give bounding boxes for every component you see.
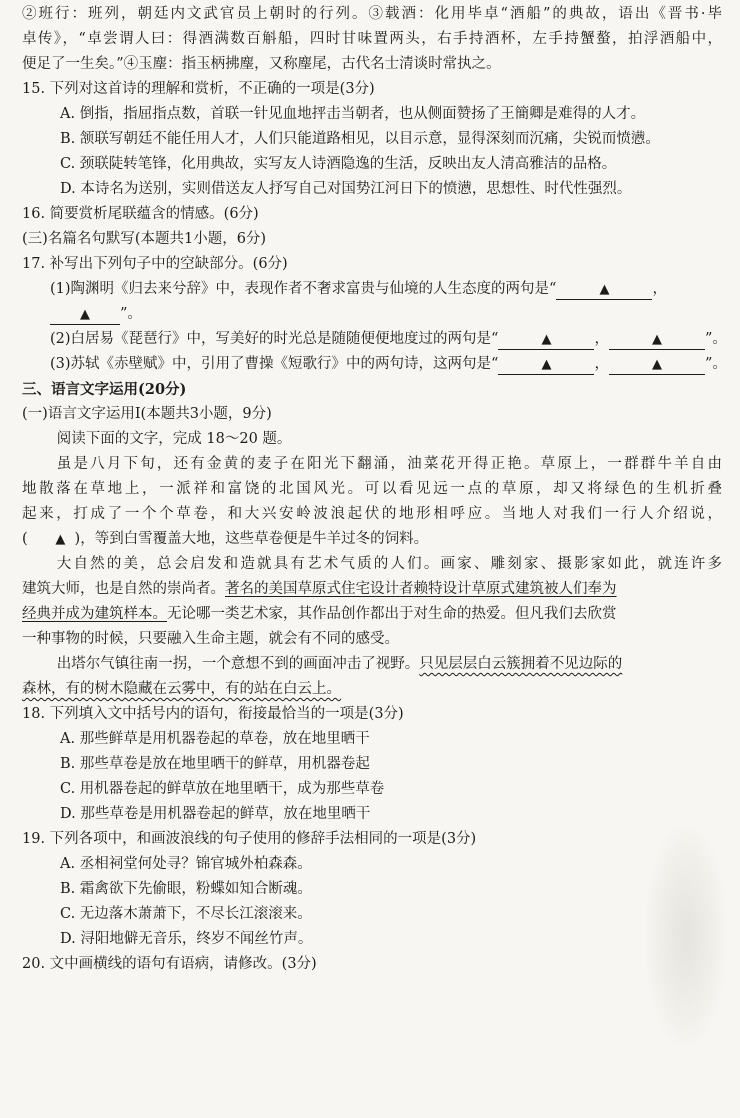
answer-blank[interactable] (498, 355, 594, 375)
q17-item1-text: (1)陶渊明《归去来兮辞》中，表现作者不奢求富贵与仙境的人生态度的两句是“ (50, 281, 557, 297)
p2-line3-plain: 无论哪一类艺术家，其作品创作都出于对生命的热爱。但凡我们去欣赏 (167, 606, 617, 622)
reading-instruction: 阅读下面的文字，完成 18～20 题。 (56, 431, 292, 447)
answer-blank[interactable] (609, 355, 705, 375)
closing-quote: ”。 (120, 306, 142, 322)
question-15-option-a: A. 倒指，指屈指点数，首联一针见血地抨击当朝者，也从侧面赞扬了王簡卿是难得的人才。 (60, 106, 646, 122)
passage-p2-line-3 (22, 602, 722, 627)
question-18-option-b: B. 那些草卷是放在地里晒干的鲜草，用机器卷起 (60, 756, 370, 772)
triangle-marker-icon: ▲ (651, 332, 662, 347)
wavy-underlined-sentence-cont: 森林，有的树木隐藏在云雾中，有的站在白云上。 (22, 681, 341, 697)
answer-blank[interactable] (498, 330, 594, 350)
question-18-option-a: A. 那些鲜草是用机器卷起的草卷，放在地里晒干 (60, 731, 370, 747)
question-19-option-a: A. 丞相祠堂何处寻？锦官城外柏森森。 (60, 856, 312, 872)
question-16: 16. 简要赏析尾联蕴含的情感。(6分) (22, 206, 259, 222)
triangle-marker-icon: ▲ (55, 532, 66, 547)
q17-item3-text: (3)苏轼《赤壁赋》中，引用了曹操《短歌行》中的两句诗，这两句是“ (50, 356, 499, 372)
triangle-marker-icon: ▲ (651, 357, 662, 372)
passage-p2-line-2 (22, 577, 722, 602)
passage-p2-line-1: 大自然的美，总会启发和造就具有艺术气质的人们。画家、雕刻家、摄影家如此，就连许多 (56, 556, 722, 572)
wavy-underlined-sentence: 只见层层白云簇拥着不见边际的 (419, 656, 623, 672)
comma: ， (594, 331, 609, 347)
underlined-sentence: 著名的美国草原式住宅设计者赖特设计草原式建筑被人们奉为 (225, 581, 617, 597)
passage-p1-line-4 (22, 527, 722, 552)
passage-p1-line-2: 地散落在草地上，一派祥和富饶的北国风光。可以看见远一点的草原，却又将绿色的生机折叠 (22, 481, 722, 497)
passage-p1-line-3: 起来，打成了一个个草卷，和大兴安岭波浪起伏的地形相呼应。当地人对我们一行人介绍说， (22, 506, 722, 522)
question-15-option-c: C. 颈联陡转笔锋，化用典故，实写友人诗酒隐逸的生活，反映出友人清高雅洁的品格。 (60, 156, 617, 172)
comma: ， (594, 356, 609, 372)
passage-p3-line-2 (22, 677, 722, 702)
question-15-option-b: B. 颔联写朝廷不能任用人才，人们只能道路相见，以目示意，显得深刻而沉痛，尖锐而愤懑。 (60, 131, 660, 147)
question-15-option-d: D. 本诗名为送别，实则借送友人抒写自己对国势江河日下的愤懑，思想性、时代性强烈。 (60, 181, 632, 197)
p3-line1-plain: 出塔尔气镇往南一拐，一个意想不到的画面冲击了视野。 (56, 656, 420, 672)
question-17-item-1-cont (22, 302, 722, 327)
passage-p2-line-4: 一种事物的时候，只要融入生命主题，就会有不同的感受。 (22, 631, 399, 647)
question-17-stem: 17. 补写出下列句子中的空缺部分。(6分) (22, 256, 288, 272)
question-20: 20. 文中画横线的语句有语病，请修改。(3分) (22, 956, 317, 972)
open-paren: ( (22, 531, 56, 547)
question-17-item-1 (22, 277, 722, 302)
note-line-3: 便足了一生矣。”④玉麈：指玉柄拂麈，又称麈尾，古代名士清谈时常执之。 (22, 56, 501, 72)
part-3-title: 三、语言文字运用(20分) (22, 381, 187, 398)
question-18-option-c: C. 用机器卷起的鲜草放在地里晒干，成为那些草卷 (60, 781, 385, 797)
p1-line4-text: )，等到白雪覆盖大地，这些草卷便是牛羊过冬的饲料。 (65, 531, 429, 547)
question-17-item-3 (22, 352, 727, 377)
answer-blank[interactable] (609, 330, 705, 350)
part-3-subtitle: (一)语言文字运用Ⅰ(本题共3小题，9分) (22, 406, 272, 422)
passage-p3-line-1 (22, 652, 722, 677)
question-18-option-d: D. 那些草卷是用机器卷起的鲜草，放在地里晒干 (60, 806, 371, 822)
closing-quote: ”。 (704, 331, 727, 347)
question-19-option-c: C. 无边落木萧萧下，不尽长江滚滚来。 (60, 906, 312, 922)
question-19-option-d: D. 浔阳地僻无音乐，终岁不闻丝竹声。 (60, 931, 313, 947)
answer-blank[interactable] (50, 305, 120, 325)
question-17-item-2 (22, 327, 727, 352)
question-19-stem: 19. 下列各项中，和画波浪线的句子使用的修辞手法相同的一项是(3分) (22, 831, 477, 847)
note-line-2: 卓传》，“卓尝谓人曰：得酒满数百斛船，四时甘味置两头，右手持酒杯，左手持蟹螯，拍浮酒船中， (22, 31, 722, 47)
triangle-marker-icon: ▲ (599, 282, 610, 297)
triangle-marker-icon: ▲ (80, 307, 90, 322)
answer-blank[interactable] (556, 280, 652, 300)
question-18-stem: 18. 下列填入文中括号内的语句，衔接最恰当的一项是(3分) (22, 706, 404, 722)
q17-item2-text: (2)白居易《琵琶行》中，写美好的时光总是随随便便地度过的两句是“ (50, 331, 499, 347)
closing-quote: ”。 (704, 356, 727, 372)
comma: ， (652, 281, 667, 297)
triangle-marker-icon: ▲ (541, 357, 552, 372)
note-line-1: ②班行：班列，朝廷内文武官员上朝时的行列。③载酒：化用毕卓“酒船”的典故，语出《晋书·毕 (22, 6, 722, 22)
section-subtitle-recitation: (三)名篇名句默写(本题共1小题，6分) (22, 231, 267, 247)
triangle-marker-icon: ▲ (541, 332, 552, 347)
question-15-stem: 15. 下列对这首诗的理解和赏析，不正确的一项是(3分) (22, 81, 375, 97)
p2-line2-plain: 建筑大师，也是自然的崇尚者。 (22, 581, 225, 597)
question-19-option-b: B. 霜禽欲下先偷眼，粉蝶如知合断魂。 (60, 881, 312, 897)
underlined-sentence-cont: 经典并成为建筑样本。 (22, 606, 167, 622)
passage-p1-line-1: 虽是八月下旬，还有金黄的麦子在阳光下翻涌，油菜花开得正艳。草原上，一群群牛羊自由 (56, 456, 722, 472)
